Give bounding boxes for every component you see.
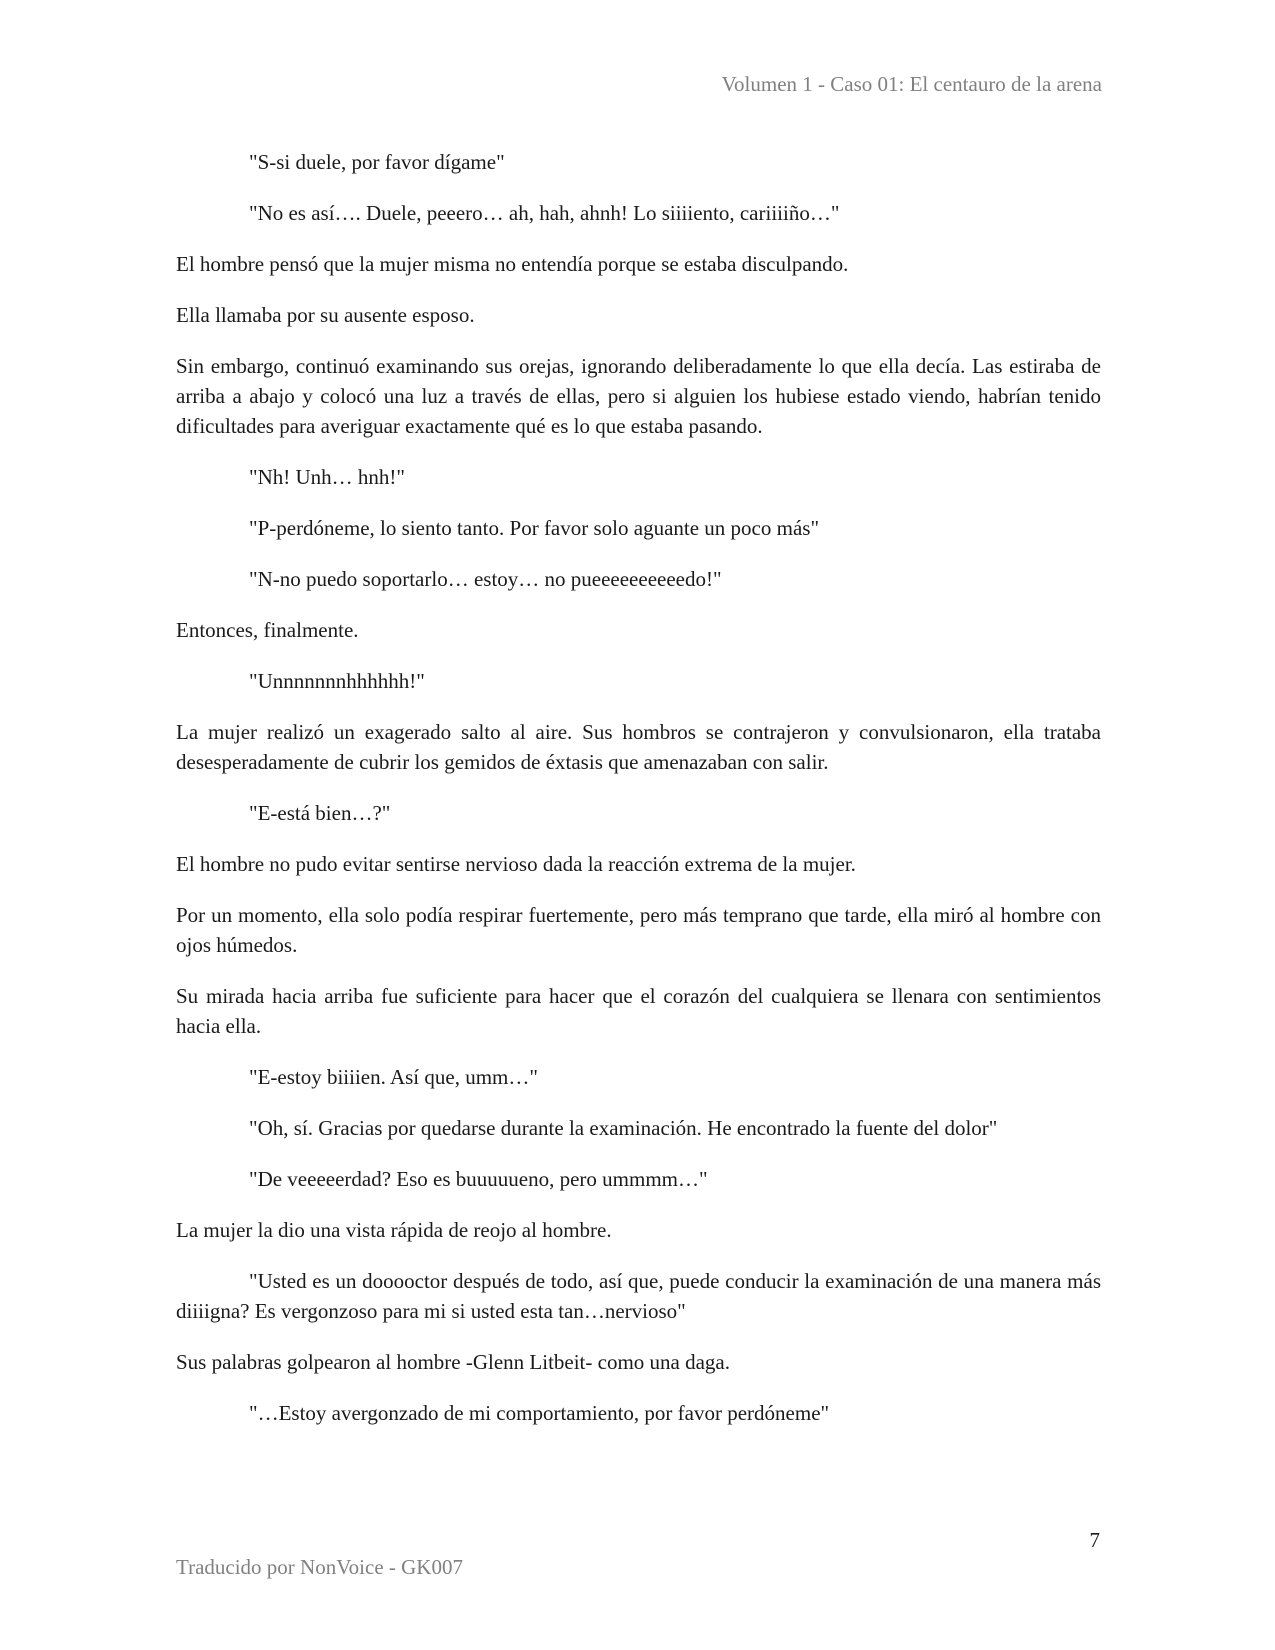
paragraph: El hombre no pudo evitar sentirse nervioso dada la reacción extrema de la mujer. <box>176 852 856 876</box>
paragraph: Su mirada hacia arriba fue suficiente para hacer que el corazón del cualquiera se llenara con sentimientos hacia ella. <box>176 984 1101 1038</box>
paragraph: "Nh! Unh… hnh!" <box>249 465 405 489</box>
page-number: 7 <box>1089 1528 1100 1552</box>
paragraph: "N-no puedo soportarlo… estoy… no pueeeeeeeeeedo!" <box>249 567 722 591</box>
paragraph: "E-estoy biiiien. Así que, umm…" <box>249 1065 538 1089</box>
paragraph: El hombre pensó que la mujer misma no entendía porque se estaba disculpando. <box>176 252 849 276</box>
paragraph: "E-está bien…?" <box>249 801 391 825</box>
paragraph: "De veeeeerdad? Eso es buuuuueno, pero ummmm…" <box>249 1167 708 1191</box>
paragraph: Ella llamaba por su ausente esposo. <box>176 303 475 327</box>
paragraph: Sus palabras golpearon al hombre -Glenn Litbeit- como una daga. <box>176 1350 730 1374</box>
paragraph: "Unnnnnnnhhhhhh!" <box>249 669 425 693</box>
paragraph: "S-si duele, por favor dígame" <box>249 150 505 174</box>
paragraph: La mujer realizó un exagerado salto al aire. Sus hombros se contrajeron y convulsionaron, ella trataba desesperadamente de cubrir los gemidos de éxtasis que amenazaban con salir. <box>176 720 1101 774</box>
footer-credit: Traducido por NonVoice - GK007 <box>176 1555 463 1579</box>
body-text <box>176 147 1101 1449</box>
paragraph: "Usted es un dooooctor después de todo, así que, puede conducir la examinación de una manera más diiiigna? Es vergonzoso para mi si usted esta tan…nervioso" <box>176 1269 1101 1323</box>
paragraph: La mujer la dio una vista rápida de reojo al hombre. <box>176 1218 612 1242</box>
paragraph: "P-perdóneme, lo siento tanto. Por favor solo aguante un poco más" <box>249 516 820 540</box>
paragraph: Entonces, finalmente. <box>176 618 359 642</box>
paragraph: Por un momento, ella solo podía respirar fuertemente, pero más temprano que tarde, ella miró al hombre con ojos húmedos. <box>176 903 1101 957</box>
running-header: Volumen 1 - Caso 01: El centauro de la arena <box>721 72 1102 96</box>
paragraph: "…Estoy avergonzado de mi comportamiento, por favor perdóneme" <box>249 1401 830 1425</box>
paragraph: "Oh, sí. Gracias por quedarse durante la examinación. He encontrado la fuente del dolor" <box>249 1116 998 1140</box>
paragraph: Sin embargo, continuó examinando sus orejas, ignorando deliberadamente lo que ella decía. Las estiraba de arriba a abajo y colocó una luz a través de ellas, pero si alguien los hubiese estado viendo, habrían tenido dificultades para averiguar exactamente qué es lo que estaba pasando. <box>176 354 1101 438</box>
paragraph: "No es así…. Duele, peeero… ah, hah, ahnh! Lo siiiiento, cariiiiño…" <box>249 201 840 225</box>
